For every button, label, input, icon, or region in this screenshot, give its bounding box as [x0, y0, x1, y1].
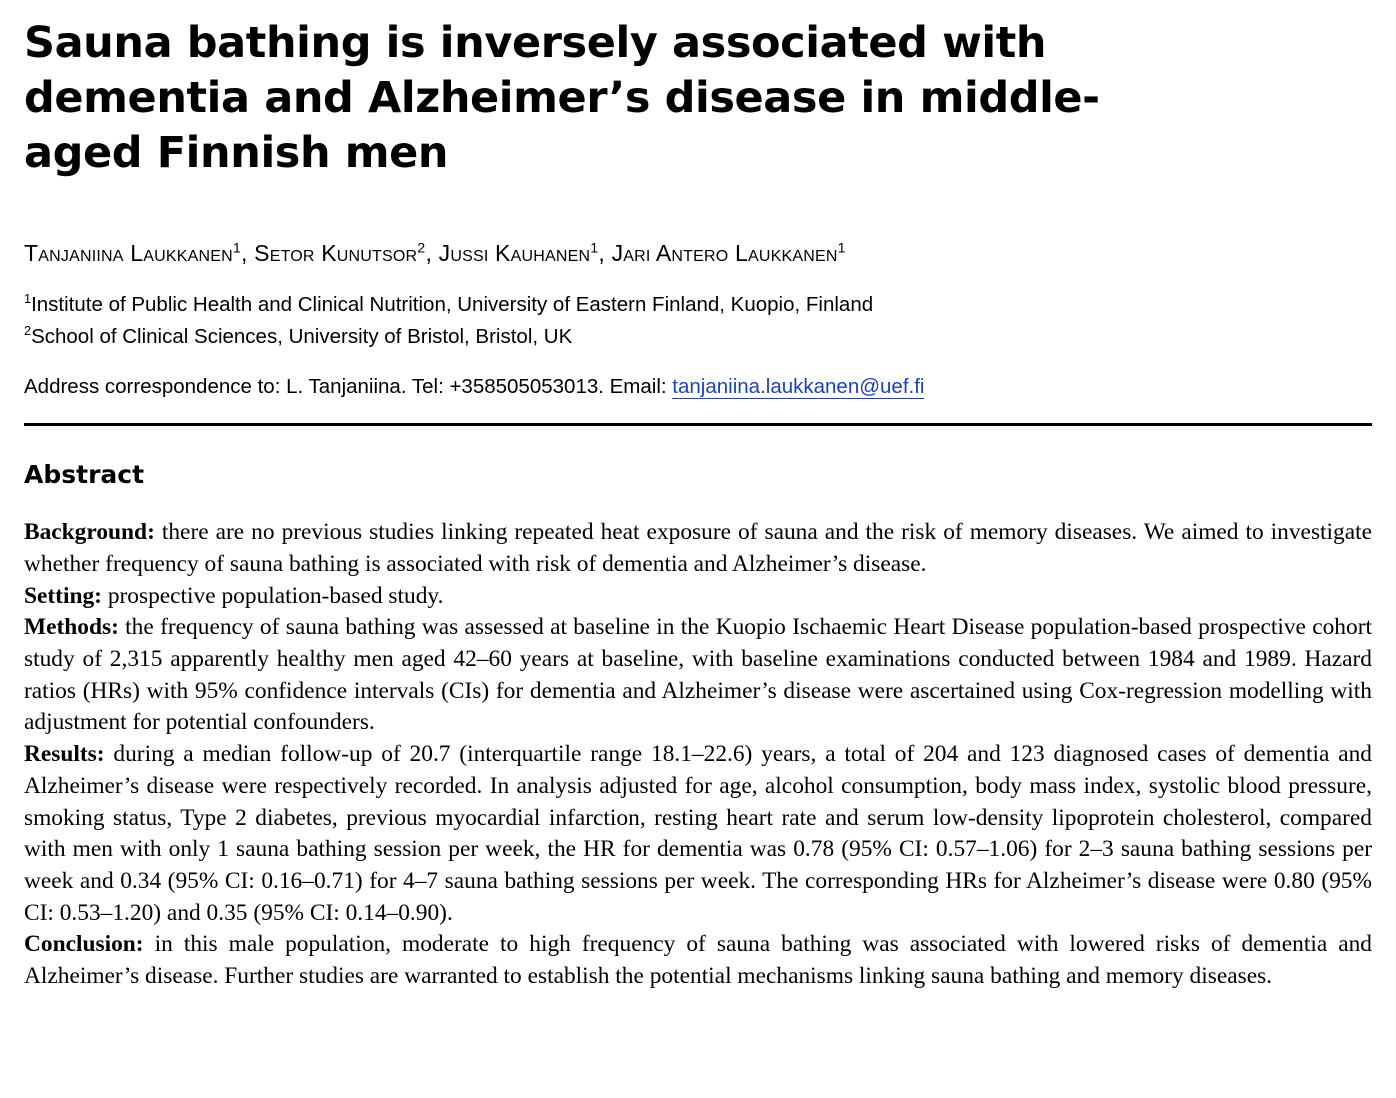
author-name: Jari Antero Laukkanen	[611, 240, 838, 267]
affiliations	[24, 289, 1372, 353]
abstract-section-text: the frequency of sauna bathing was assessed at baseline in the Kuopio Ischaemic Heart Disease population-based prospective cohort study of 2,315 apparently healthy men aged 42–60 years at baseline, with baseline examinations conducted between 1984 and 1989. Hazard ratios (HRs) with 95% confidence intervals (CIs) for dementia and Alzheimer’s disease were ascertained using Cox-regression modelling with adjustment for potential confounders.	[24, 614, 1372, 736]
abstract-section-label: Conclusion:	[24, 931, 144, 958]
abstract-body	[24, 517, 1372, 993]
abstract-paragraph	[24, 517, 1372, 993]
header-divider	[24, 423, 1372, 426]
abstract-section-label: Results:	[24, 741, 105, 768]
affiliation-text: School of Clinical Sciences, University of Bristol, Bristol, UK	[31, 324, 573, 348]
abstract-section-text: during a median follow-up of 20.7 (interquartile range 18.1–22.6) years, a total of 204 and 123 diagnosed cases of dementia and Alzheimer’s disease were respectively recorded. In analysis adjusted for age, alcohol consumption, body mass index, systolic blood pressure, smoking status, Type 2 diabetes, previous myocardial infarction, resting heart rate and serum low-density lipoprotein cholesterol, compared with men with only 1 sauna bathing session per week, the HR for dementia was 0.78 (95% CI: 0.57–1.06) for 2–3 sauna bathing sessions per week and 0.34 (95% CI: 0.16–0.71) for 4–7 sauna bathing sessions per week. The corresponding HRs for Alzheimer’s disease were 0.80 (95% CI: 0.53–1.20) and 0.35 (95% CI: 0.14–0.90).	[24, 741, 1372, 926]
affiliation-marker: 2	[24, 322, 32, 338]
author-affiliation-marker: 1	[232, 240, 241, 257]
affiliation-item	[24, 289, 1372, 321]
author-name: Setor Kunutsor	[254, 240, 418, 267]
abstract-heading: Abstract	[24, 460, 145, 490]
abstract-section-text: there are no previous studies linking repeated heat exposure of sauna and the risk of memory diseases. We aimed to investigate whether frequency of sauna bathing is associated with risk of dementia and Alzheimer’s disease.	[24, 519, 1372, 577]
abstract-section-label: Methods:	[24, 614, 119, 641]
author-affiliation-marker: 1	[590, 240, 599, 257]
affiliation-item	[24, 321, 1372, 353]
correspondence-email-link[interactable]: tanjaniina.laukkanen@uef.fi	[672, 374, 925, 398]
author-affiliation-marker: 2	[417, 240, 426, 257]
author-name: Jussi Kauhanen	[438, 240, 591, 267]
correspondence-text: Address correspondence to: L. Tanjaniina. Tel: +358505053013. Email:	[24, 374, 673, 398]
correspondence	[24, 373, 1372, 402]
abstract-section-text: prospective population-based study.	[101, 582, 444, 609]
author-name: Tanjaniina Laukkanen	[24, 240, 233, 267]
author-affiliation-marker: 1	[837, 240, 846, 257]
page-title: Sauna bathing is inversely associated with dementia and Alzheimer’s disease in middle-aged Finnish men	[24, 18, 1100, 179]
abstract-section-label: Setting:	[24, 582, 102, 609]
affiliation-marker: 1	[24, 291, 32, 307]
author-list: Tanjaniina Laukkanen$^1$, Setor Kunutsor$^2$, Jussi Kauhanen$^1$, Jari Antero Laukkanen$^1$	[24, 240, 846, 267]
abstract-section-text: in this male population, moderate to high frequency of sauna bathing was associated with lowered risks of dementia and Alzheimer’s disease. Further studies are warranted to establish the potential mechanisms linking sauna bathing and memory diseases.	[24, 931, 1372, 990]
abstract-section-label: Background:	[24, 519, 155, 546]
affiliation-text: Institute of Public Health and Clinical Nutrition, University of Eastern Finland, Kuopio, Finland	[31, 292, 874, 316]
